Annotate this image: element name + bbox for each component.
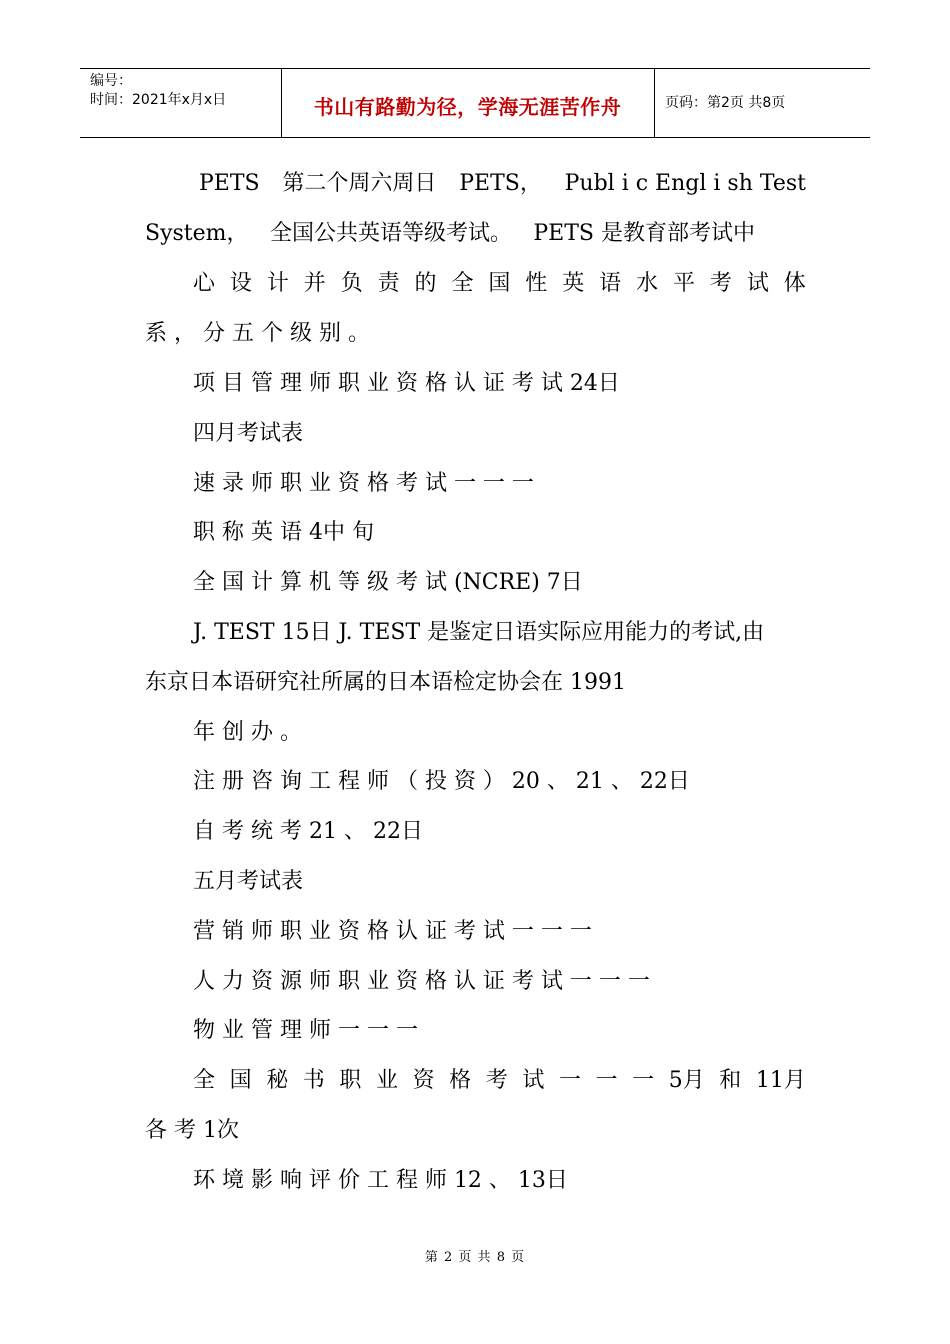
line-segment: 和 <box>719 1068 742 1093</box>
body-line <box>193 519 374 547</box>
line-segment: 业 <box>375 1068 398 1093</box>
body-line <box>193 1017 418 1045</box>
line-segment: 书 <box>302 1068 325 1093</box>
body-line <box>193 1167 568 1195</box>
line-segment: 职 <box>339 1068 362 1093</box>
line-segment: 试 <box>522 1068 545 1093</box>
line-segment: 考 <box>485 1068 508 1093</box>
body-line <box>193 918 592 946</box>
line-segment: 性 <box>525 271 548 296</box>
line-segment: 设 <box>229 271 252 296</box>
body-line <box>193 370 620 398</box>
line-segment: 的 <box>414 271 437 296</box>
line-segment: 国 <box>488 271 511 296</box>
line-segment: 一 <box>632 1068 655 1093</box>
body-line <box>145 1117 239 1145</box>
line-segment: 11月 <box>755 1068 806 1093</box>
page-footer: 第 2 页 共 8 页 <box>424 1250 526 1265</box>
document-header <box>80 68 870 138</box>
line-segment: 年 创 办 。 <box>193 720 302 745</box>
line-segment: 全 <box>193 1068 216 1093</box>
line-segment: System， <box>145 221 249 246</box>
line-segment: PETS， <box>459 171 542 196</box>
line-segment: 5月 <box>668 1068 705 1093</box>
line-segment: 全 <box>451 271 474 296</box>
body-line <box>193 868 303 896</box>
line-segment: 并 <box>303 271 326 296</box>
line-segment: 第二个周六周日 <box>282 171 437 196</box>
line-segment: J. TEST 15日 J. TEST 是鉴定日语实际应用能力的考试,由 <box>193 620 765 645</box>
line-segment: 秘 <box>266 1068 289 1093</box>
body-line <box>193 619 764 647</box>
line-segment: PETS <box>199 171 260 196</box>
line-segment: 东京日本语研究社所属的日本语检定协会在 1991 <box>145 670 626 695</box>
line-segment: 四月考试表 <box>193 421 304 446</box>
body-line <box>199 170 806 198</box>
line-segment: 一 <box>595 1068 618 1093</box>
line-segment: 五月考试表 <box>193 869 304 894</box>
header-page-label: 页码：第2页 共8页 <box>665 95 786 111</box>
body-line <box>193 719 302 747</box>
body-line <box>193 470 534 498</box>
line-segment: 自 考 统 考 21 、 22日 <box>193 819 423 844</box>
line-segment: 计 <box>266 271 289 296</box>
line-segment: 资 <box>412 1068 435 1093</box>
body-line <box>145 220 755 248</box>
line-segment: 体 <box>783 271 806 296</box>
line-segment: 全 国 计 算 机 等 级 考 试 (NCRE) 7日 <box>193 570 583 595</box>
line-segment: Publ i c Engl i sh Test <box>564 171 806 196</box>
body-line <box>193 768 690 796</box>
line-segment: 全国公共英语等级考试。 <box>269 221 512 246</box>
body-line <box>193 818 423 846</box>
date-label: 时间：2021年x月x日 <box>90 92 227 108</box>
motto-text: 书山有路勤为径，学海无涯苦作舟 <box>313 95 622 119</box>
line-segment: 人 力 资 源 师 职 业 资 格 认 证 考 试 一 一 一 <box>193 969 650 994</box>
body-line <box>193 569 583 597</box>
line-segment: 平 <box>672 271 695 296</box>
line-segment: 语 <box>599 271 622 296</box>
line-segment: 考 <box>709 271 732 296</box>
body-line <box>193 1067 806 1095</box>
line-segment: 国 <box>229 1068 252 1093</box>
number-label: 编号： <box>90 73 132 89</box>
header-motto-cell <box>281 69 655 137</box>
line-segment: 系 ， 分 五 个 级 别 。 <box>145 321 370 346</box>
line-segment: 试 <box>746 271 769 296</box>
line-segment: PETS 是教育部考试中 <box>533 221 755 246</box>
line-segment: 责 <box>377 271 400 296</box>
body-line <box>145 669 626 697</box>
header-page-cell <box>655 69 870 137</box>
line-segment: 各 考 1次 <box>145 1118 239 1143</box>
body-line <box>193 968 650 996</box>
line-segment: 负 <box>340 271 363 296</box>
line-segment: 职 称 英 语 4中 旬 <box>193 520 374 545</box>
header-meta-cell <box>80 69 282 137</box>
line-segment: 速 录 师 职 业 资 格 考 试 一 一 一 <box>193 471 534 496</box>
line-segment: 注 册 咨 询 工 程 师 （ 投 资 ） 20 、 21 、 22日 <box>193 769 690 794</box>
line-segment: 项 目 管 理 师 职 业 资 格 认 证 考 试 24日 <box>193 371 620 396</box>
body-line <box>193 270 806 298</box>
line-segment: 营 销 师 职 业 资 格 认 证 考 试 一 一 一 <box>193 919 592 944</box>
line-segment: 环 境 影 响 评 价 工 程 师 12 、 13日 <box>193 1168 568 1193</box>
line-segment: 一 <box>558 1068 581 1093</box>
line-segment: 格 <box>449 1068 472 1093</box>
body-line <box>145 320 370 348</box>
line-segment: 英 <box>562 271 585 296</box>
line-segment: 心 <box>193 271 216 296</box>
line-segment: 水 <box>636 271 659 296</box>
line-segment: 物 业 管 理 师 一 一 一 <box>193 1018 418 1043</box>
body-line <box>193 420 303 448</box>
